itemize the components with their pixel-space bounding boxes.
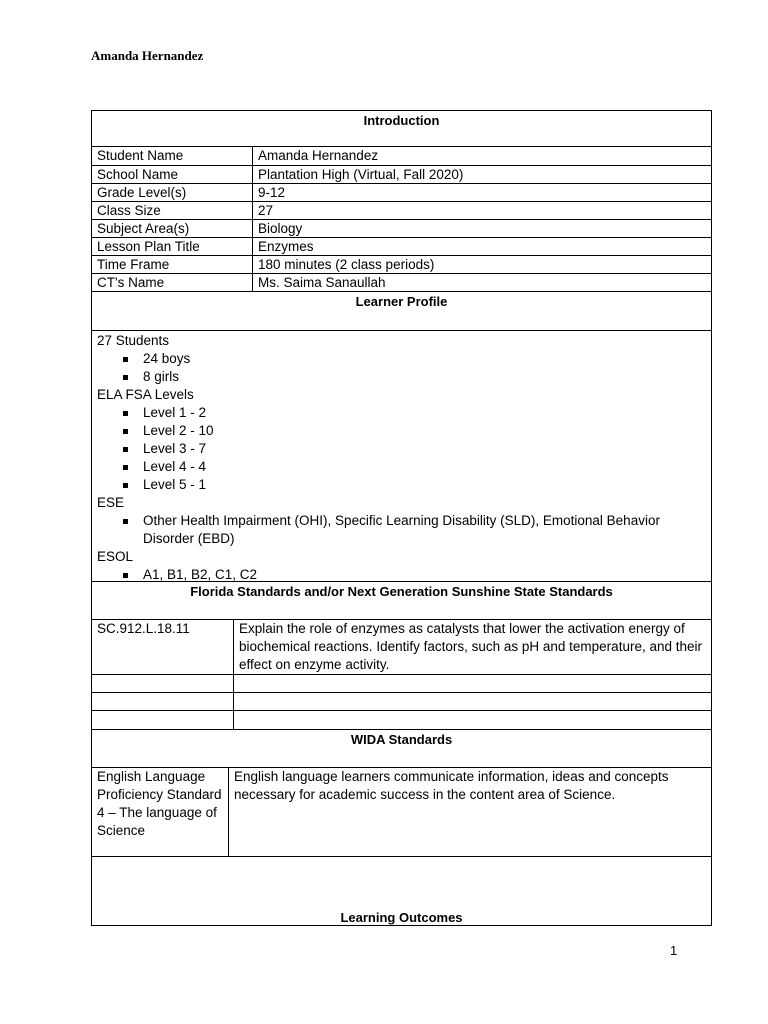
empty-cell	[233, 711, 711, 729]
standard-description: Explain the role of enzymes as catalysts that lower the activation energy of biochemical reactions. Identify factors, such as pH and temperature, and their effect on enzyme activity.	[233, 620, 711, 674]
empty-cell	[92, 693, 233, 710]
lesson-plan-table	[91, 110, 712, 926]
intro-row-class-size	[92, 201, 711, 219]
intro-row-student-name	[92, 146, 711, 165]
intro-label: Lesson Plan Title	[97, 239, 200, 254]
learning-outcomes-section	[92, 856, 711, 925]
florida-standards-empty-row	[92, 710, 711, 729]
list-item: Level 4 - 4	[143, 458, 706, 476]
profile-list	[97, 350, 706, 386]
intro-label: Class Size	[97, 203, 161, 218]
profile-list	[97, 512, 706, 548]
empty-cell	[92, 675, 233, 692]
florida-standards-heading	[92, 581, 711, 619]
learning-outcomes-heading: Learning Outcomes	[340, 910, 463, 925]
introduction-heading-text: Introduction	[363, 113, 440, 128]
intro-row-lesson-plan-title	[92, 237, 711, 255]
intro-label: Student Name	[97, 148, 184, 163]
florida-standards-heading-text: Florida Standards and/or Next Generation Sunshine State Standards	[190, 584, 613, 599]
list-item: Other Health Impairment (OHI), Specific Learning Disability (SLD), Emotional Behavior Disorder (EBD)	[143, 512, 663, 548]
intro-row-ct-name	[92, 273, 711, 291]
intro-label: CT's Name	[97, 275, 165, 290]
introduction-heading	[92, 111, 711, 146]
profile-group-title: ELA FSA Levels	[97, 387, 194, 402]
list-item: 8 girls	[143, 368, 706, 386]
learner-profile-content	[92, 330, 711, 581]
intro-value: Enzymes	[252, 238, 711, 255]
intro-value: Plantation High (Virtual, Fall 2020)	[252, 166, 711, 183]
intro-label: Time Frame	[97, 257, 170, 272]
wida-standards-heading	[92, 729, 711, 767]
list-item: Level 3 - 7	[143, 440, 706, 458]
list-item: 24 boys	[143, 350, 706, 368]
intro-row-time-frame	[92, 255, 711, 273]
empty-cell	[233, 675, 711, 692]
intro-row-school-name	[92, 165, 711, 183]
profile-list	[97, 404, 706, 494]
learner-profile-heading-text: Learner Profile	[355, 294, 448, 309]
wida-standards-row	[92, 767, 711, 856]
intro-value: 9-12	[252, 184, 711, 201]
intro-value: Biology	[252, 220, 711, 237]
wida-standard-description: English language learners communicate information, ideas and concepts necessary for academic success in the content area of Science.	[228, 768, 711, 856]
profile-group-title: 27 Students	[97, 333, 170, 348]
empty-cell	[233, 693, 711, 710]
wida-standard-name: English Language Proficiency Standard 4 – The language of Science	[97, 769, 222, 838]
intro-value: 27	[252, 202, 711, 219]
page-number: 1	[670, 943, 678, 958]
intro-label: Grade Level(s)	[97, 185, 187, 200]
list-item: Level 5 - 1	[143, 476, 706, 494]
florida-standards-empty-row	[92, 674, 711, 692]
learner-profile-heading	[92, 291, 711, 330]
profile-group-title: ESOL	[97, 549, 134, 564]
intro-value: Ms. Saima Sanaullah	[252, 274, 711, 291]
list-item: A1, B1, B2, C1, C2	[143, 566, 706, 584]
florida-standards-empty-row	[92, 692, 711, 710]
intro-label: School Name	[97, 167, 179, 182]
intro-value: 180 minutes (2 class periods)	[252, 256, 711, 273]
standard-code: SC.912.L.18.11	[97, 621, 190, 636]
intro-value: Amanda Hernandez	[252, 147, 711, 165]
intro-row-subject-areas	[92, 219, 711, 237]
florida-standards-row	[92, 619, 711, 674]
author-name: Amanda Hernandez	[91, 48, 204, 63]
empty-cell	[92, 711, 233, 729]
profile-group-title: ESE	[97, 495, 125, 510]
intro-label: Subject Area(s)	[97, 221, 190, 236]
list-item: Level 1 - 2	[143, 404, 706, 422]
list-item: Level 2 - 10	[143, 422, 706, 440]
wida-standards-heading-text: WIDA Standards	[350, 732, 453, 747]
intro-row-grade-levels	[92, 183, 711, 201]
